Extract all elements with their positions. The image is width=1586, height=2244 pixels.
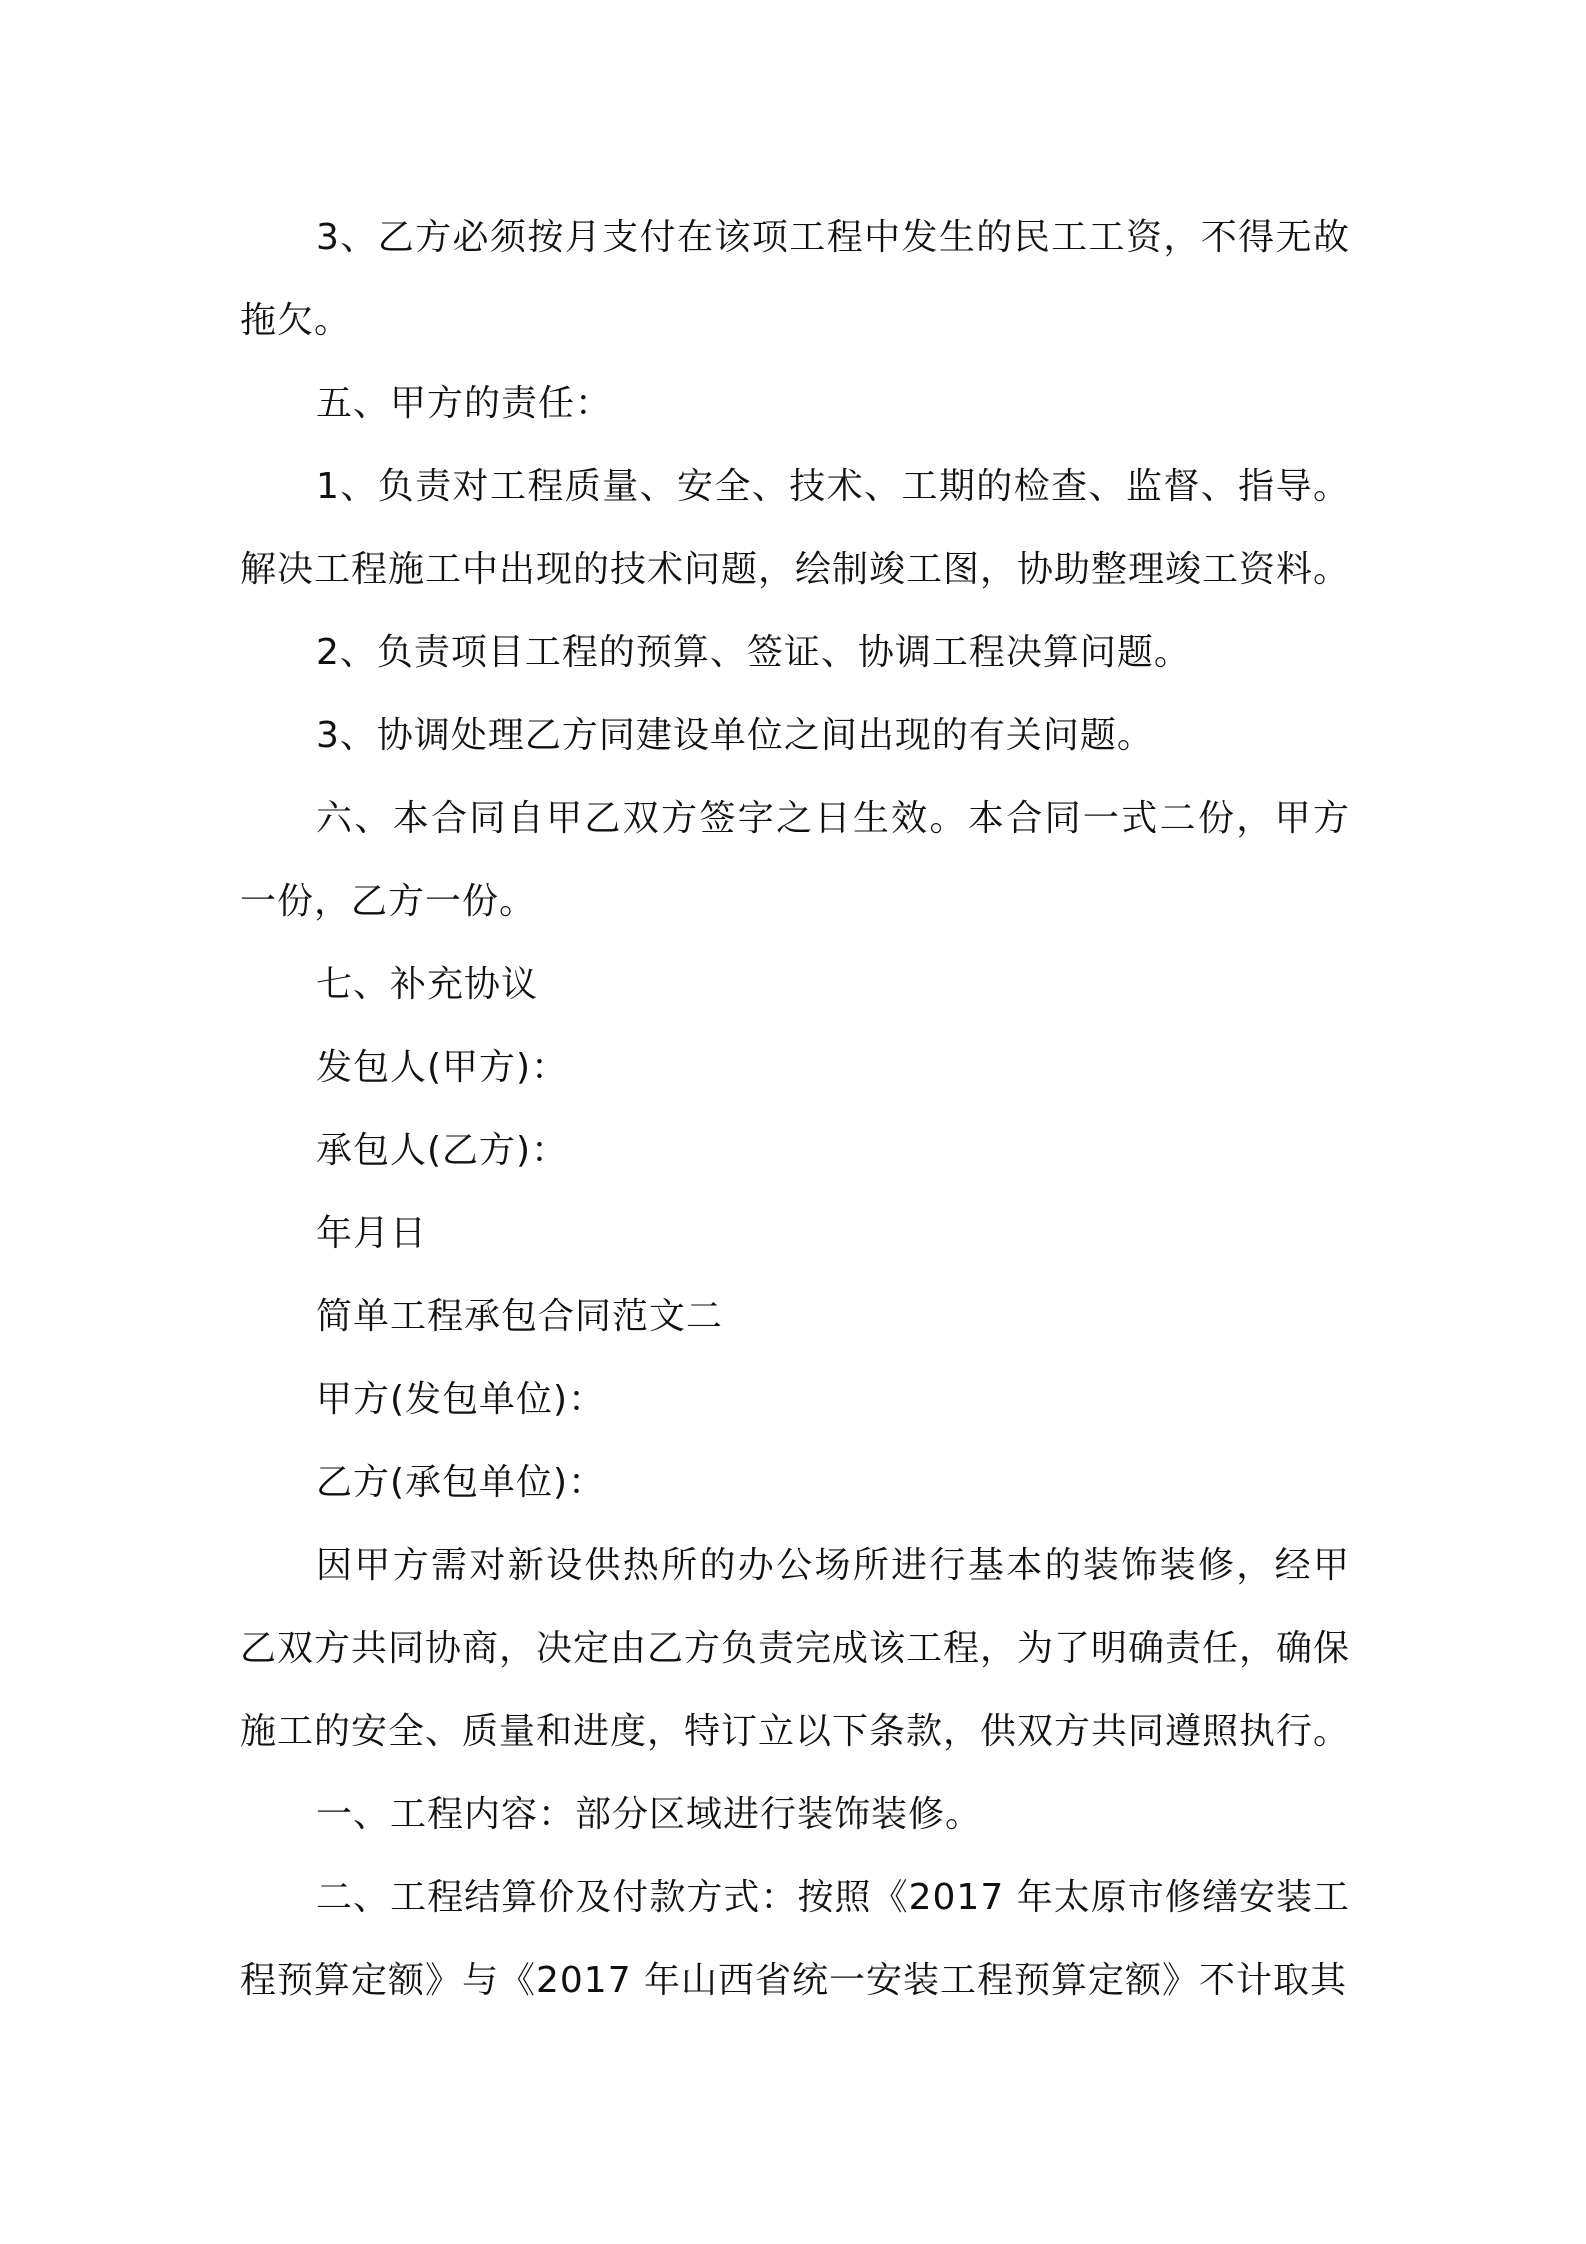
paragraph-settlement-payment: 二、工程结算价及付款方式：按照《2017 年太原市修缮安装工程预算定额》与《2017 年山西省统一安装工程预算定额》不计取其	[240, 1877, 1350, 2001]
heading-supplementary-agreement: 七、补充协议	[316, 964, 539, 1005]
paragraph-contract-effective: 六、本合同自甲乙双方签字之日生效。本合同一式二份，甲方一份，乙方一份。	[240, 798, 1350, 922]
paragraph-wage-payment: 3、乙方必须按月支付在该项工程中发生的民工工资，不得无故拖欠。	[240, 217, 1350, 341]
paragraph-inspection-duty: 1、负责对工程质量、安全、技术、工期的检查、监督、指导。解决工程施工中出现的技术问题，绘制竣工图，协助整理竣工资料。	[240, 466, 1351, 590]
paragraph-coordination-duty: 3、协调处理乙方同建设单位之间出现的有关问题。	[316, 715, 1154, 756]
paragraph-preamble: 因甲方需对新设供热所的办公场所进行基本的装饰装修，经甲乙双方共同协商，决定由乙方负责完成该工程，为了明确责任，确保施工的安全、质量和进度，特订立以下条款，供双方共同遵照执行。	[240, 1545, 1351, 1752]
document-body	[240, 196, 1350, 2022]
heading-party-a-responsibility: 五、甲方的责任：	[316, 383, 613, 424]
signature-contractor: 承包人(乙方)：	[316, 1130, 569, 1171]
paragraph-project-content: 一、工程内容：部分区域进行装饰装修。	[316, 1794, 983, 1835]
paragraph-budget-duty: 2、负责项目工程的预算、签证、协调工程决算问题。	[316, 632, 1191, 673]
heading-sample-two: 简单工程承包合同范文二	[316, 1296, 724, 1337]
signature-employer: 发包人(甲方)：	[316, 1047, 569, 1088]
signature-date: 年月日	[316, 1213, 428, 1254]
party-b-contractor-unit: 乙方(承包单位)：	[316, 1462, 606, 1503]
party-a-employer-unit: 甲方(发包单位)：	[316, 1379, 606, 1420]
